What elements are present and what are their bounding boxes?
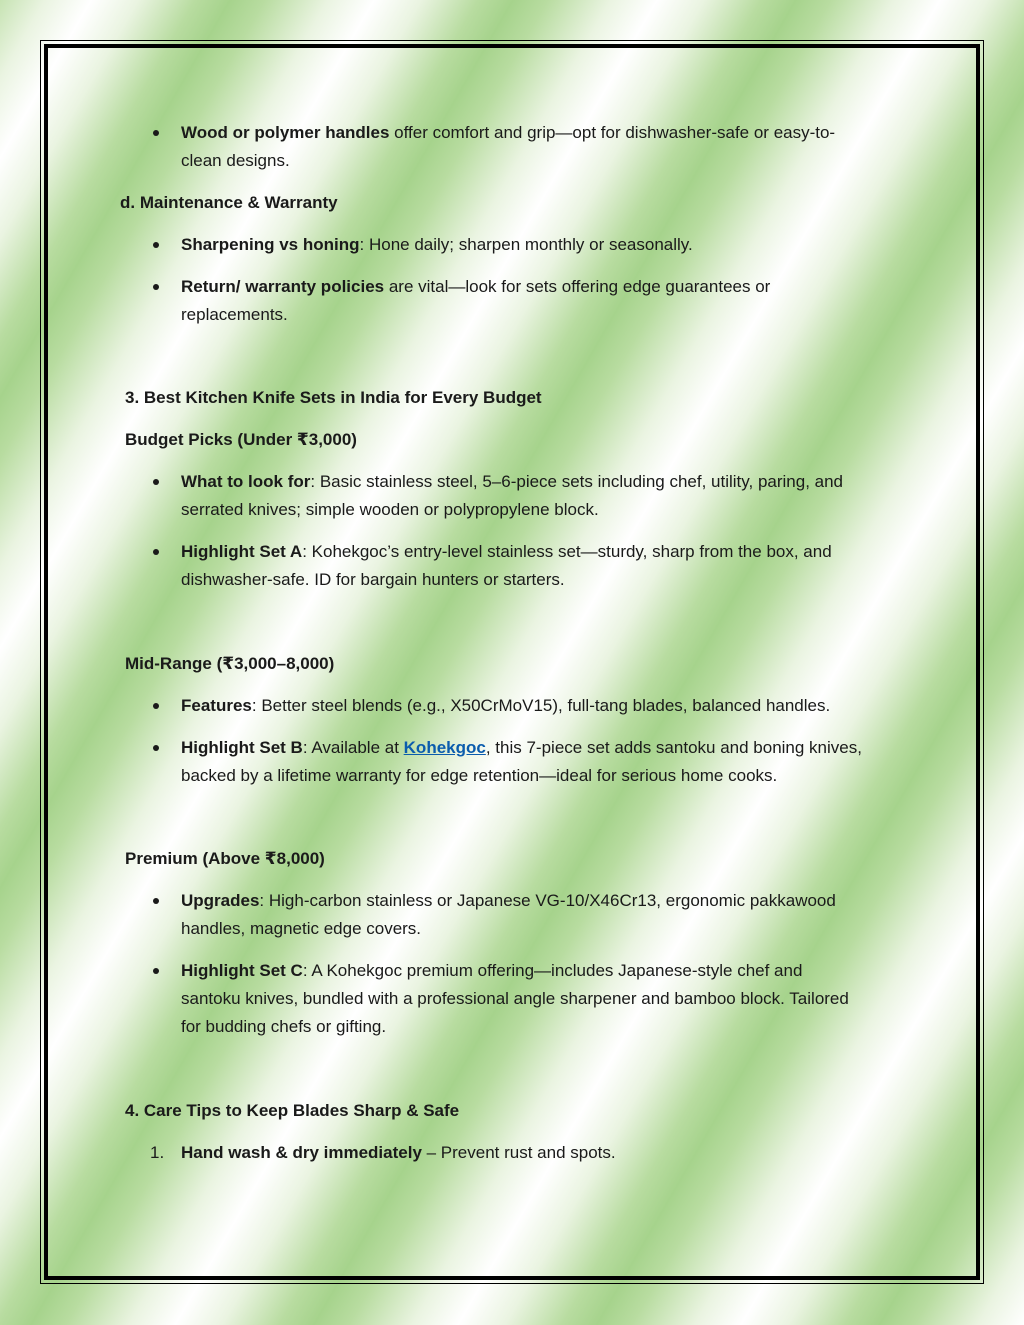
- bullet-icon: [150, 231, 162, 259]
- highlight-set-b-item-cont: backed by a lifetime warranty for edge retention—ideal for serious home cooks.: [181, 766, 778, 785]
- bullet-icon: [150, 119, 162, 147]
- highlight-set-a-item: Highlight Set A: Kohekgoc’s entry-level stainless set—sturdy, sharp from the box, and: [181, 542, 832, 561]
- highlight-set-c-item-cont2: for budding chefs or gifting.: [181, 1017, 387, 1036]
- highlight-set-c-item-cont: santoku knives, bundled with a professional angle sharpener and bamboo block. Tailored: [181, 989, 849, 1008]
- features-item: Features: Better steel blends (e.g., X50CrMoV15), full-tang blades, balanced handles.: [181, 696, 831, 715]
- section-d-heading: d. Maintenance & Warranty: [120, 193, 338, 212]
- upgrades-item-cont: handles, magnetic edge covers.: [181, 919, 422, 938]
- section-3-heading: 3. Best Kitchen Knife Sets in India for Every Budget: [125, 388, 542, 407]
- premium-heading: Premium (Above ₹8,000): [125, 849, 325, 868]
- highlight-set-a-item-cont: dishwasher-safe. ID for bargain hunters or starters.: [181, 570, 565, 589]
- bullet-icon: [150, 538, 162, 566]
- bullet-icon: [150, 468, 162, 496]
- hand-wash-item: Hand wash & dry immediately – Prevent rust and spots.: [181, 1143, 616, 1162]
- what-to-look-for-item: What to look for: Basic stainless steel, 5–6-piece sets including chef, utility, paring, and: [181, 472, 844, 491]
- handles-item-cont: clean designs.: [181, 151, 290, 170]
- budget-picks-heading: Budget Picks (Under ₹3,000): [125, 430, 357, 449]
- bullet-icon: [150, 273, 162, 301]
- bullet-icon: [150, 957, 162, 985]
- warranty-item: Return/ warranty policies are vital—look for sets offering edge guarantees or: [181, 277, 771, 296]
- what-to-look-for-item-cont: serrated knives; simple wooden or polypropylene block.: [181, 500, 599, 519]
- bullet-icon: [150, 734, 162, 762]
- highlight-set-b-item: Highlight Set B: Available at Kohekgoc, this 7-piece set adds santoku and boning knives,: [181, 738, 862, 757]
- handles-item: Wood or polymer handles offer comfort and grip—opt for dishwasher-safe or easy-to-: [181, 123, 836, 142]
- highlight-set-c-item: Highlight Set C: A Kohekgoc premium offering—includes Japanese-style chef and: [181, 961, 803, 980]
- mid-range-heading: Mid-Range (₹3,000–8,000): [125, 654, 335, 673]
- bullet-icon: [150, 887, 162, 915]
- bullet-icon: [150, 692, 162, 720]
- list-number: 1.: [150, 1143, 165, 1162]
- sharpening-item: Sharpening vs honing: Hone daily; sharpen monthly or seasonally.: [181, 235, 693, 254]
- warranty-item-cont: replacements.: [181, 305, 288, 324]
- kohekgoc-link[interactable]: Kohekgoc: [403, 738, 486, 757]
- section-4-heading: 4. Care Tips to Keep Blades Sharp & Safe: [125, 1101, 460, 1120]
- upgrades-item: Upgrades: High-carbon stainless or Japanese VG-10/X46Cr13, ergonomic pakkawood: [181, 891, 836, 910]
